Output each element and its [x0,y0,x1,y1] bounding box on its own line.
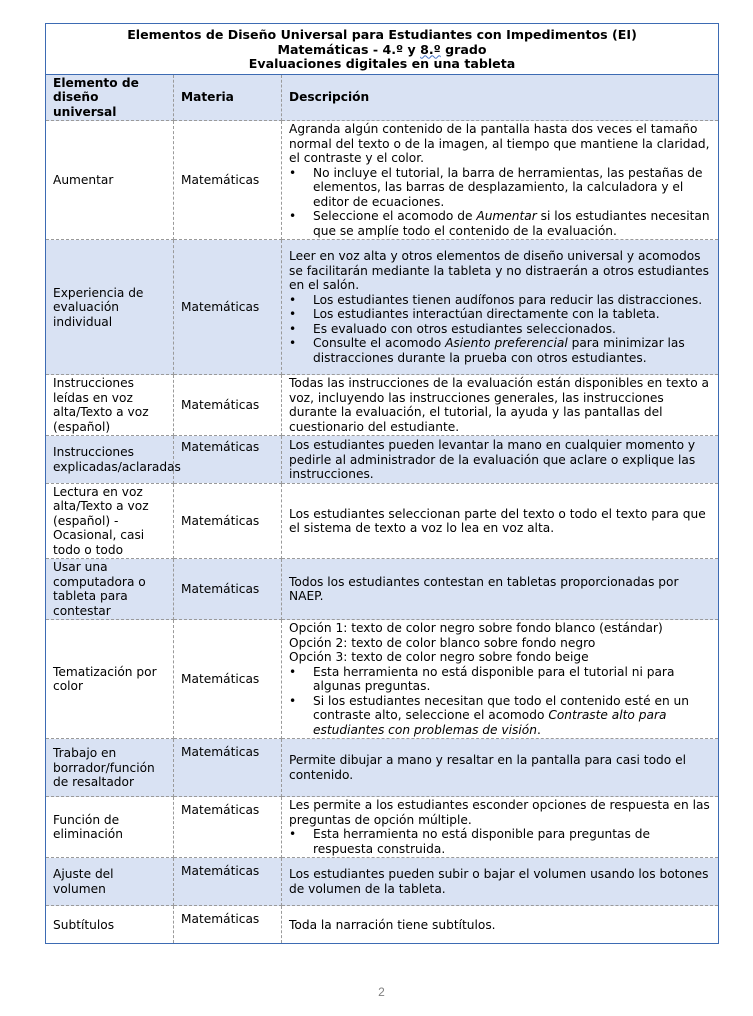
table-row [46,436,719,484]
accommodation-name: Asiento preferencial [445,336,568,351]
table-row [46,858,719,906]
element-cell: Subtítulos [46,906,174,944]
spellcheck-marked-text: 8.º [420,41,441,57]
bullet-text: Si los estudiantes necesitan que todo el contenido esté en un contraste alto, seleccione el acomodo [313,693,690,723]
bullet-text: para minimizar las distracciones durante la prueba con otros estudiantes. [313,336,685,365]
element-cell: Tematización por color [46,620,174,739]
element-cell: Aumentar [46,121,174,240]
description-cell [282,483,719,559]
header-subject: Materia [174,74,282,121]
element-cell: Ajuste del volumen [46,858,174,906]
title-line-2 [52,43,712,58]
accommodation-name: Aumentar [476,209,537,224]
description-cell [282,436,719,484]
bullet-item: • Es evaluado con otros estudiantes seleccionados. [289,322,711,337]
column-header-row [46,74,719,121]
description-cell [282,797,719,858]
element-cell: Experiencia de evaluación individual [46,240,174,375]
subject-cell: Matemáticas [174,739,282,797]
bullet-text: . [536,722,541,737]
table-title [46,24,719,75]
description-cell [282,620,719,739]
description-text: Leer en voz alta y otros elementos de diseño universal y acomodos se facilitarán mediante la tableta y no distraerán a otros estudiantes en el salón. [289,249,709,293]
table-body [46,121,719,944]
bullet-item: • Los estudiantes tienen audífonos para reducir las distracciones. [289,293,711,308]
bullet-item [289,336,711,365]
description-text: Los estudiantes pueden levantar la mano en cualquier momento y pedirle al administrador de la evaluación que aclare o explique las instrucciones. [289,438,696,482]
description-text: Los estudiantes seleccionan parte del texto o todo el texto para que el sistema de texto a voz lo lea en voz alta. [289,506,706,536]
subject-cell: Matemáticas [174,483,282,559]
subject-cell: Matemáticas [174,375,282,436]
subject-cell: Matemáticas [174,436,282,484]
table-row [46,739,719,797]
bullet-item: • Esta herramienta no está disponible para preguntas de respuesta construida. [289,827,711,856]
header-element: Elemento de diseño universal [46,74,174,121]
header-description: Descripción [282,74,719,121]
description-text: Todos los estudiantes contestan en tabletas proporcionadas por NAEP. [289,574,679,604]
bullet-item: • Esta herramienta no está disponible para el tutorial ni para algunas preguntas. [289,665,711,694]
description-cell [282,858,719,906]
table-row [46,121,719,240]
table-title-row [46,24,719,75]
title-line-3: Evaluaciones digitales en una tableta [248,56,516,72]
subject-cell: Matemáticas [174,620,282,739]
page-number: 2 [378,985,385,999]
subject-cell: Matemáticas [174,906,282,944]
description-text: Toda la narración tiene subtítulos. [289,917,496,932]
table-row [46,906,719,944]
bullet-list [289,293,711,366]
description-line: Opción 1: texto de color negro sobre fondo blanco (estándar) [289,621,663,636]
bullet-text: Seleccione el acomodo de [313,209,477,224]
bullet-text: si los estudiantes necesitan que se amplíe todo el contenido de la evaluación. [313,209,710,238]
title-line-2-suffix: grado [440,41,487,57]
design-elements-table [45,23,719,944]
element-cell: Instrucciones explicadas/aclaradas [46,436,174,484]
bullet-item [289,209,711,238]
accommodation-name: Contraste alto para estudiantes con problemas de visión [313,708,667,737]
element-cell: Instrucciones leídas en voz alta/Texto a voz (español) [46,375,174,436]
description-line: Opción 2: texto de color blanco sobre fondo negro [289,635,596,650]
table-row [46,240,719,375]
title-line-1: Elementos de Diseño Universal para Estudiantes con Impedimentos (EI) [127,27,637,42]
subject-cell: Matemáticas [174,559,282,620]
description-cell [282,559,719,620]
table-row [46,483,719,559]
description-text: Todas las instrucciones de la evaluación están disponibles en texto a voz, incluyendo las instrucciones generales, las instrucciones durante la evaluación, el tutorial, la ayuda y las pantallas del cuestionario del estudiante. [289,376,709,434]
table-row [46,620,719,739]
table-row [46,375,719,436]
description-text: Los estudiantes pueden subir o bajar el volumen usando los botones de volumen de la tableta. [289,867,709,896]
description-cell [282,739,719,797]
bullet-item: • Los estudiantes interactúan directamente con la tableta. [289,307,711,322]
bullet-list [289,827,711,856]
description-cell [282,121,719,240]
element-cell: Función de eliminación [46,797,174,858]
description-text: Permite dibujar a mano y resaltar en la pantalla para casi todo el contenido. [289,753,686,782]
subject-cell: Matemáticas [174,121,282,240]
subject-cell: Matemáticas [174,858,282,906]
description-cell [282,906,719,944]
bullet-item: • No incluye el tutorial, la barra de herramientas, las pestañas de elementos, las barras de desplazamiento, la calculadora y el editor de ecuaciones. [289,166,711,210]
table-row [46,559,719,620]
subject-cell: Matemáticas [174,797,282,858]
description-cell [282,240,719,375]
element-cell: Trabajo en borrador/función de resaltador [46,739,174,797]
bullet-text: Consulte el acomodo [313,336,446,351]
description-text: Les permite a los estudiantes esconder opciones de respuesta en las preguntas de opción múltiple. [289,798,710,827]
bullet-list [289,166,711,239]
description-text: Agranda algún contenido de la pantalla hasta dos veces el tamaño normal del texto o de la imagen, al tiempo que mantiene la claridad, el contraste y el color. [289,122,710,166]
bullet-list [289,665,711,738]
description-cell [282,375,719,436]
title-line-2-prefix: Matemáticas - 4.º y [277,41,421,57]
table-row [46,797,719,858]
description-line: Opción 3: texto de color negro sobre fondo beige [289,650,589,665]
subject-cell: Matemáticas [174,240,282,375]
element-cell: Usar una computadora o tableta para contestar [46,559,174,620]
element-cell: Lectura en voz alta/Texto a voz (español) - Ocasional, casi todo o todo [46,483,174,559]
bullet-item [289,694,711,738]
